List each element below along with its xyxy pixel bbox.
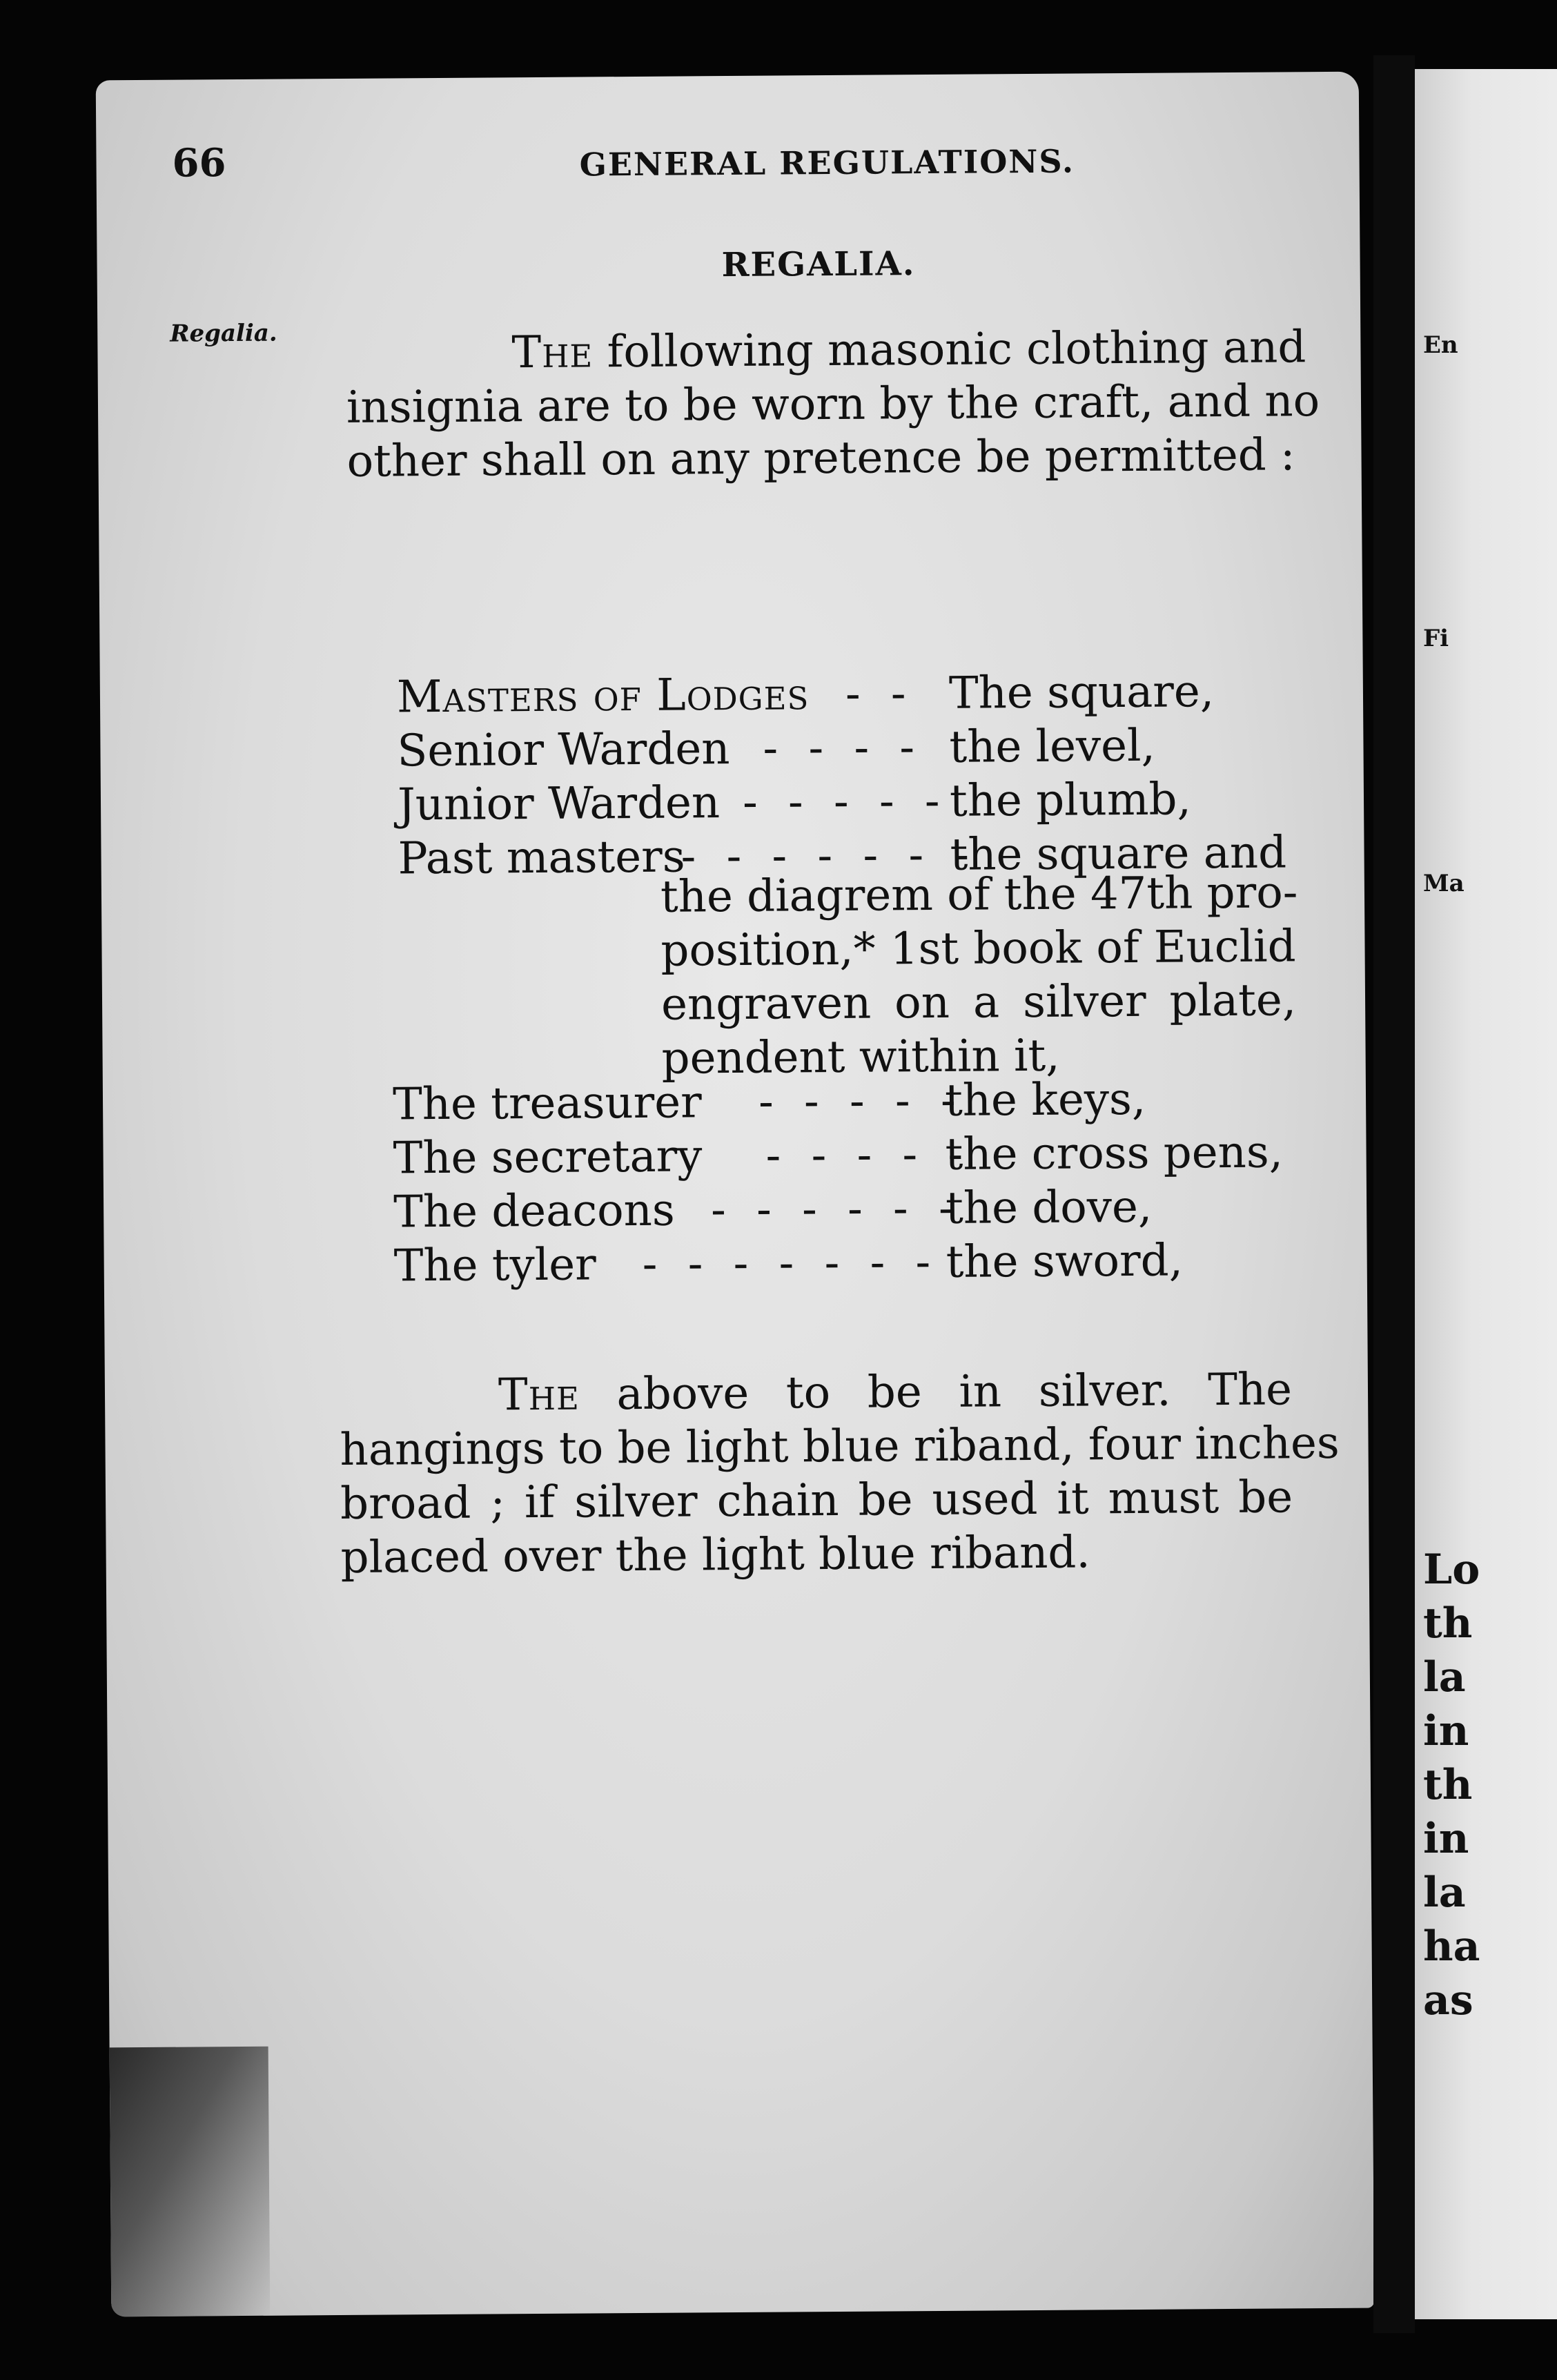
leader-dashes: - - - - -: [742, 775, 948, 828]
list-item: [397, 665, 1309, 725]
closing-lead-word: The: [498, 1369, 580, 1421]
regalia-list: [397, 665, 1309, 887]
list-item: [397, 719, 1309, 779]
list-item-officer: Junior Warden: [397, 777, 721, 831]
list-item-emblem: the cross pens,: [945, 1126, 1284, 1180]
right-page-fragment: la: [1423, 1869, 1466, 1917]
right-page-fragment: as: [1423, 1976, 1473, 2025]
intro-lead-word: The: [511, 326, 594, 379]
list-item-officer: The deacons: [393, 1184, 675, 1238]
list-item-officer: Senior Warden: [397, 723, 730, 777]
leader-dashes: - - - - -: [765, 1129, 972, 1182]
closing-line-2: hangings to be light blue riband, four inches: [340, 1417, 1340, 1476]
list-item: [393, 1073, 1304, 1133]
list-item-officer: The tyler: [393, 1239, 596, 1292]
continuation-line: the diagrem of the 47th pro-: [660, 867, 1298, 923]
left-page: [96, 72, 1375, 2317]
right-page-fragment: th: [1423, 1599, 1473, 1648]
list-item-emblem: the sword,: [946, 1235, 1184, 1288]
leader-dashes: - - - - -: [758, 1075, 964, 1128]
list-item-officer: Past masters: [398, 831, 685, 885]
past-masters-continuation: [660, 866, 1297, 1085]
continuation-line: position,* 1st book of Euclid: [660, 921, 1296, 977]
list-item-officer: Masters of Lodges: [396, 669, 810, 723]
right-page-fragment: la: [1423, 1653, 1466, 1701]
running-head: GENERAL REGULATIONS.: [579, 142, 1075, 184]
list-item-emblem: The square,: [948, 666, 1215, 719]
leader-dashes: - - - - - - -: [680, 829, 978, 883]
book-gutter: [1373, 55, 1415, 2333]
regalia-list-continued: [393, 1073, 1305, 1294]
right-page-edge: [1415, 69, 1557, 2319]
right-page-fragment: in: [1423, 1707, 1469, 1755]
list-item-emblem: the keys,: [944, 1073, 1146, 1126]
page-corner-shadow: [110, 2047, 271, 2317]
list-item: [393, 1234, 1305, 1294]
closing-line-4: placed over the light blue riband.: [340, 1527, 1090, 1584]
list-item-officer: The treasurer: [392, 1077, 702, 1131]
leader-dashes: - - - - - - -: [642, 1236, 939, 1290]
right-page-fragment: Lo: [1423, 1545, 1480, 1594]
closing-line-1-text: above to be in silver. The: [616, 1364, 1293, 1421]
list-item: [398, 773, 1309, 833]
leader-dashes: - - - -: [763, 722, 923, 774]
leader-dashes: - - - - - -: [710, 1182, 962, 1236]
continuation-line: pendent within it,: [661, 1030, 1060, 1084]
list-item-emblem: the level,: [949, 720, 1156, 773]
section-heading: REGALIA.: [721, 244, 916, 285]
right-page-fragment: En: [1423, 331, 1458, 359]
intro-line-1-text: following masonic clothing and: [607, 322, 1306, 378]
intro-line-3: other shall on any pretence be permitted :: [346, 429, 1295, 487]
leader-dashes: - -: [845, 668, 914, 720]
intro-paragraph: [346, 320, 1320, 488]
continuation-line: engraven on a silver plate,: [660, 975, 1297, 1031]
right-page-fragment: Ma: [1423, 870, 1465, 897]
closing-paragraph: [340, 1363, 1340, 1585]
closing-line-1: [340, 1363, 1293, 1423]
list-item-emblem: the plumb,: [949, 774, 1192, 827]
list-item-emblem: the dove,: [945, 1181, 1153, 1234]
intro-line-1: [346, 320, 1306, 380]
margin-note: Regalia.: [170, 319, 277, 348]
right-page-fragment: th: [1423, 1761, 1473, 1809]
intro-line-2: insignia are to be worn by the craft, and no: [346, 375, 1320, 433]
closing-line-3: broad ; if silver chain be used it must be: [340, 1472, 1293, 1530]
right-page-fragment: ha: [1423, 1922, 1480, 1971]
list-item-emblem: the square and: [950, 827, 1287, 881]
list-item: [393, 1126, 1304, 1187]
page-number: 66: [172, 140, 226, 186]
right-page-fragment: Fi: [1423, 625, 1449, 652]
list-item: [393, 1180, 1305, 1240]
right-page-fragment: in: [1423, 1815, 1469, 1863]
list-item-officer: The secretary: [393, 1131, 703, 1184]
